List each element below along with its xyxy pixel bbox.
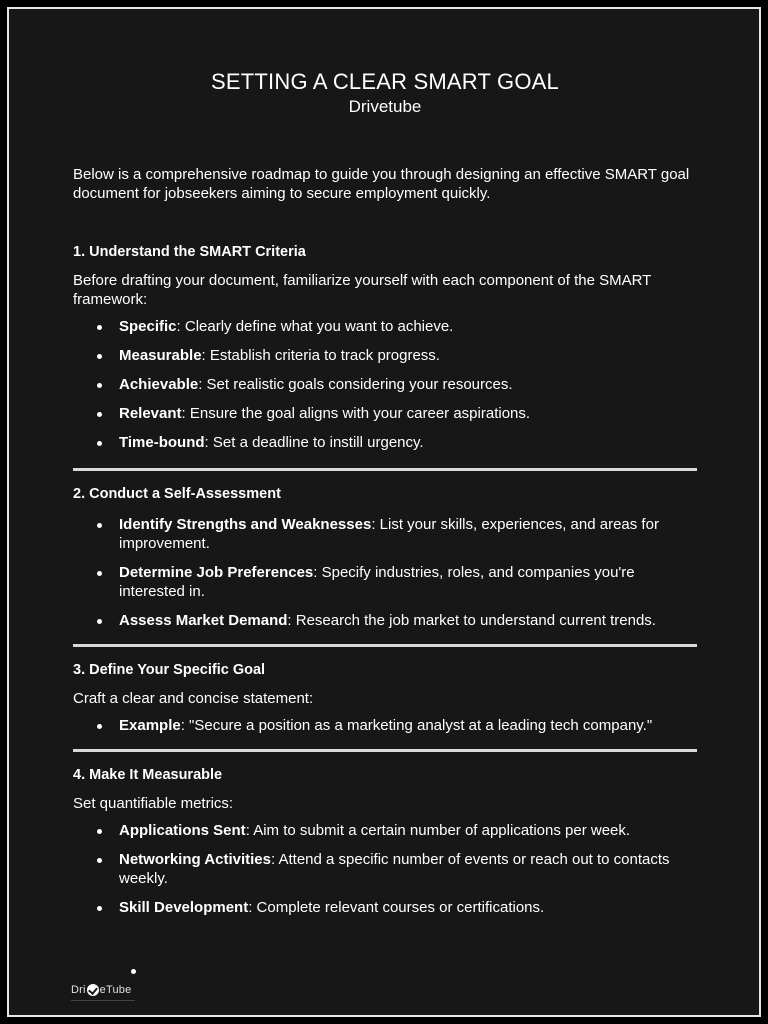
bullet-list (73, 317, 697, 452)
item-desc: : Research the job market to understand current trends. (287, 612, 656, 629)
item-desc: : Set a deadline to instill urgency. (204, 434, 424, 451)
item-term: Networking Activities (119, 851, 271, 868)
item-term: Relevant (119, 405, 182, 422)
item-term: Assess Market Demand (119, 612, 288, 629)
bullet-dot (131, 969, 136, 974)
check-icon (87, 984, 99, 996)
bullet-list (73, 821, 697, 917)
item-term: Identify Strengths and Weaknesses (119, 516, 372, 533)
list-item (73, 898, 697, 917)
intro-paragraph: Below is a comprehensive roadmap to guide you through designing an effective SMART goal document for jobseekers aiming to secure employment quickly. (73, 166, 690, 202)
section-divider (73, 644, 697, 647)
document-page (7, 7, 761, 1017)
item-term: Skill Development (119, 899, 249, 916)
item-desc: : Set realistic goals considering your resources. (198, 376, 513, 393)
list-item (73, 716, 697, 735)
list-item (73, 850, 697, 888)
page-title: SETTING A CLEAR SMART GOAL (211, 69, 559, 94)
item-term: Applications Sent (119, 822, 246, 839)
document-content (73, 9, 697, 927)
item-desc: : Ensure the goal aligns with your career aspirations. (181, 405, 531, 422)
list-item (73, 563, 697, 601)
list-item (73, 404, 697, 423)
section-text: Craft a clear and concise statement: (73, 690, 314, 707)
list-item (73, 317, 697, 336)
section-heading: 4. Make It Measurable (73, 767, 223, 783)
section-divider (73, 749, 697, 752)
section-text: Set quantifiable metrics: (73, 795, 234, 812)
logo-underline (71, 1000, 135, 1001)
list-item (73, 821, 697, 840)
section-divider (73, 468, 697, 471)
section-heading: 2. Conduct a Self-Assessment (73, 486, 281, 502)
section-measurable (73, 766, 697, 917)
item-desc: : Clearly define what you want to achieve. (176, 318, 454, 335)
list-item (73, 611, 697, 630)
list-item (73, 433, 697, 452)
section-self-assessment (73, 485, 697, 630)
item-term: Achievable (119, 376, 199, 393)
logo-text-right: eTube (99, 984, 132, 996)
item-term: Specific (119, 318, 177, 335)
item-term: Determine Job Preferences (119, 564, 314, 581)
item-desc: : Complete relevant courses or certifications. (248, 899, 545, 916)
list-item (73, 375, 697, 394)
page-subtitle: Drivetube (348, 97, 422, 116)
drivetube-logo (71, 983, 131, 997)
item-desc: : List your skills, experiences, and areas for improvement. (119, 516, 659, 552)
item-term: Time-bound (119, 434, 205, 451)
item-term: Measurable (119, 347, 202, 364)
item-desc: : Establish criteria to track progress. (201, 347, 440, 364)
logo-text-left: Dri (71, 984, 86, 996)
section-heading: 3. Define Your Specific Goal (73, 662, 266, 678)
item-desc: : Specify industries, roles, and companies you're interested in. (119, 564, 635, 600)
item-term: Example (119, 717, 181, 734)
item-desc: : Aim to submit a certain number of applications per week. (245, 822, 631, 839)
section-specific-goal (73, 661, 697, 735)
bullet-list (73, 515, 697, 630)
list-item (73, 515, 697, 553)
item-desc: : Attend a specific number of events or reach out to contacts weekly. (119, 851, 670, 887)
bullet-list (73, 716, 697, 735)
section-text: Before drafting your document, familiarize yourself with each component of the SMART framework: (73, 272, 652, 308)
section-heading: 1. Understand the SMART Criteria (73, 244, 306, 260)
section-smart-criteria (73, 243, 697, 452)
item-desc: : "Secure a position as a marketing analyst at a leading tech company." (180, 717, 653, 734)
list-item (73, 346, 697, 365)
